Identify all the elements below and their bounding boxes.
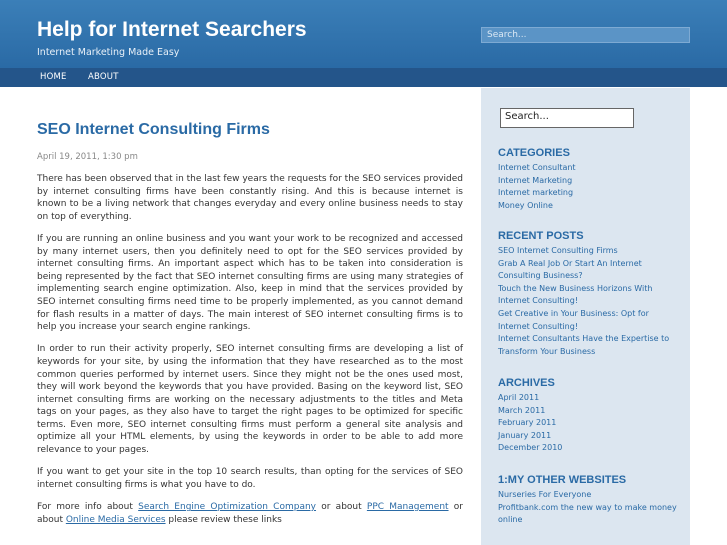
- category-item[interactable]: Internet Consultant: [498, 163, 576, 172]
- sidebar: [481, 88, 690, 545]
- archives-title: ARCHIVES: [498, 377, 555, 389]
- recent-post-item[interactable]: Get Creative in Your Business: Opt for Internet Consulting!: [498, 308, 649, 331]
- post-date: April 19, 2011, 1:30 pm: [37, 152, 138, 162]
- website-item[interactable]: Nurseries For Everyone: [498, 490, 592, 499]
- other-websites-title: 1:MY OTHER WEBSITES: [498, 474, 627, 486]
- archive-item[interactable]: January 2011: [498, 430, 552, 440]
- category-item[interactable]: Money Online: [498, 200, 553, 210]
- categories-title: CATEGORIES: [498, 147, 570, 159]
- archive-item[interactable]: December 2010: [498, 443, 563, 453]
- link-online-media[interactable]: Online Media Services: [65, 514, 166, 525]
- archives-widget: [498, 377, 683, 455]
- recent-posts-title: RECENT POSTS: [498, 230, 584, 242]
- site-title[interactable]: Help for Internet Searchers: [37, 18, 307, 41]
- links-text: or about: [37, 502, 463, 525]
- website-item[interactable]: Profitbank.com the new way to make money online: [498, 502, 677, 525]
- post-paragraph: If you are running an online business and you want your work to be recognized and accessed by many internet users, then you definitely need to opt for the SEO services provided by internet consulting firms. An important aspect which has to be taken into consideration is being represented by the fact that SEO internet consulting firms are using many strategies of implementing search engine optimization. Also, keep in mind that the services provided by SEO internet consulting firms need time to be properly implemented, as you cannot demand for flash results in a matter of days. The main interest of SEO internet consulting firms is to help you increase your search engine rankings.: [37, 233, 463, 333]
- category-item[interactable]: Internet marketing: [498, 188, 574, 198]
- post-paragraph: If you want to get your site in the top 10 search results, than opting for the services of SEO internet consulting firms is what you have to do.: [37, 467, 463, 490]
- archive-item[interactable]: February 2011: [498, 418, 557, 428]
- archive-item[interactable]: March 2011: [498, 405, 546, 415]
- post-body: [37, 173, 463, 536]
- site-header: [0, 0, 727, 68]
- main-nav: [0, 68, 727, 87]
- recent-post-item[interactable]: SEO Internet Consulting Firms: [498, 246, 618, 255]
- nav-home[interactable]: HOME: [40, 72, 67, 82]
- recent-post-item[interactable]: Grab A Real Job Or Start An Internet Consulting Business?: [498, 258, 642, 281]
- categories-widget: [498, 147, 683, 212]
- post-title[interactable]: SEO Internet Consulting Firms: [37, 121, 270, 138]
- other-websites-widget: [498, 474, 683, 527]
- link-seo-company[interactable]: Search Engine Optimization Company: [138, 502, 317, 513]
- link-ppc-management[interactable]: PPC Management: [366, 502, 449, 513]
- links-text: For more info about: [37, 502, 139, 513]
- links-text: please review these links: [165, 514, 282, 525]
- post-paragraph-links: [37, 501, 463, 526]
- category-item[interactable]: Internet Marketing: [498, 175, 573, 185]
- post-paragraph: There has been observed that in the last few years the requests for the SEO services provided by internet consulting firms have been constantly rising. And this is because internet is known to be a living network that changes everyday and every online business needs to stay on top of everything.: [37, 174, 463, 222]
- archive-item[interactable]: April 2011: [498, 393, 540, 402]
- nav-about[interactable]: ABOUT: [88, 72, 119, 82]
- recent-posts-widget: [498, 230, 683, 358]
- post-paragraph: In order to run their activity properly, SEO internet consulting firms are developing a list of keywords for your site, by using the information that they have researched as to the most common queries performed by internet users. Since they might not be the ones used most, they will work beyond the keywords that you have provided. Basing on the keyword list, SEO internet consulting firms are working on the necessary adjustments to the titles and Meta tags on your pages, as they also have to target the right pages to be optimized for specific terms. Even more, SEO internet consulting firms must perform a general site analysis and optimize all your HTML elements, by using the keywords in order to be able to add more relevance to your pages.: [37, 344, 463, 456]
- recent-post-item[interactable]: Touch the New Business Horizons With Internet Consulting!: [498, 283, 653, 306]
- recent-post-item[interactable]: Internet Consultants Have the Expertise to Transform Your Business: [498, 334, 670, 356]
- site-tagline: Internet Marketing Made Easy: [37, 47, 180, 58]
- sidebar-search-input[interactable]: Search...: [500, 108, 634, 128]
- links-text: or about: [316, 502, 367, 513]
- header-search-input[interactable]: Search...: [481, 27, 690, 43]
